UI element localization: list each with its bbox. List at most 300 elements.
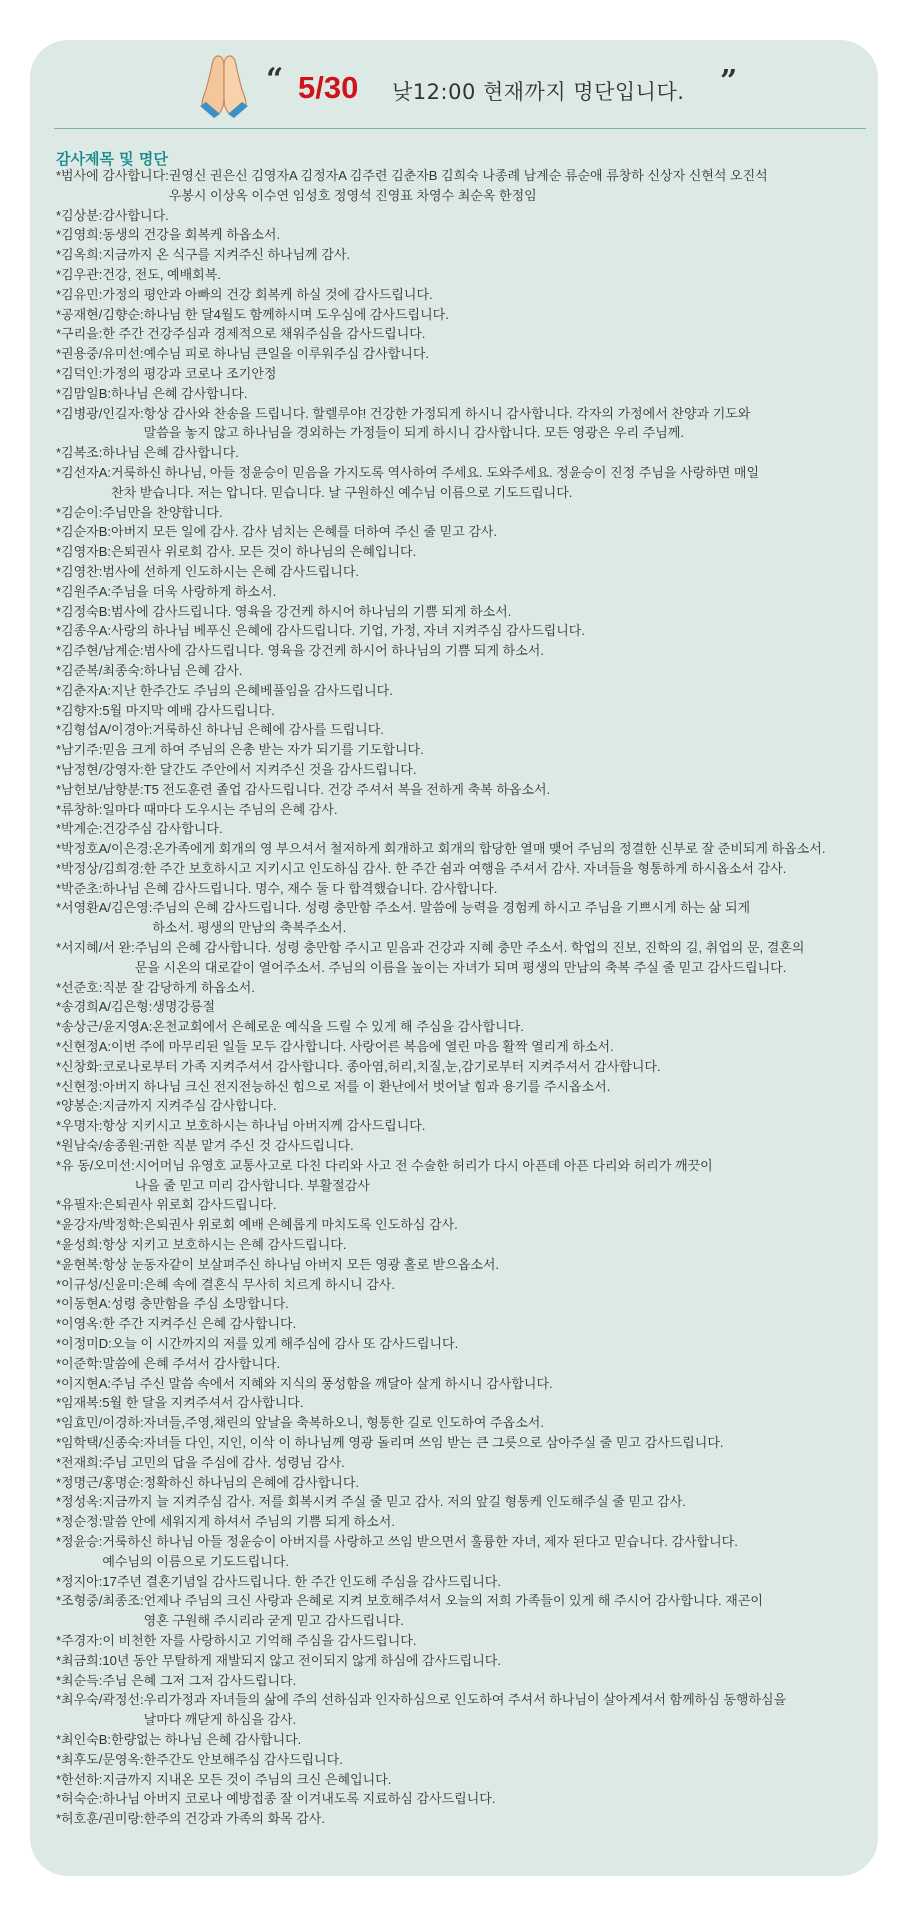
entry-name: *선준호: <box>56 979 103 995</box>
entry-message-line: 생명강릉절 <box>152 999 216 1015</box>
list-item <box>56 1235 874 1255</box>
entry-message <box>152 1017 874 1037</box>
entry-message-line: 은퇴권사 위로회 예배 은혜롭게 마치도록 인도하심 감사. <box>143 1217 458 1233</box>
entry-message <box>102 1235 874 1255</box>
prayer-entry-list <box>56 166 874 1829</box>
list-item <box>56 701 874 721</box>
entry-message <box>102 1077 874 1097</box>
entry-name: *윤성희: <box>56 1237 103 1253</box>
list-item <box>56 443 874 463</box>
entry-message <box>144 1433 874 1453</box>
list-item <box>56 1809 874 1829</box>
entry-message <box>111 384 874 404</box>
entry-message-line: 주님의 은혜 감사드립니다. 성령 충만함 주소서. 말씀에 능력을 경험케 하시고 주님을 기쁘시게 하는 삶 되게 <box>152 900 751 916</box>
entry-message-line: 항상 지키시고 보호하시는 하나님 아버지께 감사드립니다. <box>102 1118 426 1134</box>
entry-message <box>111 1037 874 1057</box>
list-item <box>56 1413 874 1433</box>
entry-message-line: 범사에 선하게 인도하시는 은혜 감사드립니다. <box>102 563 360 579</box>
entry-name: *서지혜/서 완: <box>56 940 135 956</box>
list-item <box>56 819 874 839</box>
entry-message-line: 정확하신 하나님의 은혜에 감사합니다. <box>143 1474 360 1490</box>
entry-message <box>144 661 874 681</box>
entry-name: *최우숙/곽정선: <box>56 1692 144 1708</box>
entry-name: *김형섭A/이경아: <box>56 722 153 738</box>
entry-name: *박준초: <box>56 880 103 896</box>
entry-message <box>152 720 874 740</box>
entry-name: *김정숙B: <box>56 603 112 619</box>
entry-message-line: 주님만을 찬양합니다. <box>102 504 223 520</box>
entry-name: *남정현/강영자: <box>56 761 144 777</box>
entry-name: *조형중/최종조: <box>56 1593 144 1609</box>
entry-name: *범사에 감사합니다: <box>56 168 169 183</box>
list-item <box>56 1334 874 1354</box>
entry-name: *김맘일B: <box>56 385 112 401</box>
list-item <box>56 1750 874 1770</box>
entry-message-line: 자녀들,주영,채린의 앞날을 축복하오니, 형통한 길로 인도하여 주옵소서. <box>143 1415 544 1431</box>
entry-message-line: 거룩하신 하나님, 아들 정윤승이 믿음을 가지도록 역사하여 주세요. 도와주세요. 정윤승이 진정 주님을 사랑하면 매일 <box>111 464 760 480</box>
entry-message <box>102 1116 874 1136</box>
entry-message <box>102 1512 874 1532</box>
entry-message <box>102 1195 874 1215</box>
header-divider <box>54 128 866 129</box>
entry-name: *김병광/인길자: <box>56 405 144 421</box>
list-item <box>56 1294 874 1314</box>
list-item <box>56 285 874 305</box>
list-item <box>56 1433 874 1453</box>
entry-message-line: 감사합니다. <box>102 207 169 223</box>
entry-message-line: 가정의 평안과 아빠의 건강 회복케 하실 것에 감사드립니다. <box>102 286 433 302</box>
entry-name: *전재희: <box>56 1454 103 1470</box>
entry-message <box>144 1473 874 1493</box>
entry-name: *정성옥: <box>56 1494 103 1510</box>
entry-message <box>102 1393 874 1413</box>
entry-message-line: 주님의 은혜 감사합니다. 성령 충만함 주시고 믿음과 건강과 지혜 충만 주소서. 학업의 진보, 진학의 길, 취업의 문, 결혼의 <box>134 940 805 956</box>
entry-name: *양봉순: <box>56 1098 103 1114</box>
entry-message <box>111 621 874 641</box>
entry-message-line: 오늘 이 시간까지의 저를 있게 해주심에 감사 또 감사드립니다. <box>111 1336 459 1352</box>
entry-message-line: 항상 지키고 보호하시는 은혜 감사드립니다. <box>102 1237 347 1253</box>
entry-message <box>144 1690 874 1730</box>
entry-name: *송상근/윤지영A: <box>56 1019 153 1035</box>
entry-message-line: 은혜 속에 결혼식 무사히 치르게 하시니 감사. <box>143 1276 395 1292</box>
entry-message <box>102 740 874 760</box>
list-item <box>56 997 874 1017</box>
list-item <box>56 562 874 582</box>
entry-message <box>111 1294 874 1314</box>
entry-message <box>112 1334 874 1354</box>
entry-message-line: 한 주간 건강주심과 경제적으로 채워주심을 감사드립니다. <box>102 326 426 342</box>
list-item <box>56 780 874 800</box>
list-item <box>56 720 874 740</box>
entry-name: *주경자: <box>56 1632 103 1648</box>
entry-name: *김옥희: <box>56 247 103 263</box>
entry-message <box>102 819 874 839</box>
list-item <box>56 1116 874 1136</box>
entry-name: *이영옥: <box>56 1316 103 1332</box>
entry-name: *최금희: <box>56 1652 103 1668</box>
entry-message <box>111 1374 874 1394</box>
entry-message-line: 한주간도 안보해주심 감사드립니다. <box>143 1751 343 1767</box>
entry-message-line: 거룩하신 하나님 은혜에 감사를 드립니다. <box>152 722 384 738</box>
entry-name: *박정상/김희경: <box>56 860 144 876</box>
entry-message <box>102 1096 874 1116</box>
list-item <box>56 1077 874 1097</box>
entry-message-line: T5 전도훈련 졸업 감사드립니다. 건강 주셔서 복을 전하게 축복 하옵소서. <box>143 781 551 797</box>
entry-name: *이규성/신윤미: <box>56 1276 144 1292</box>
entry-message-line: 5월 마지막 예배 감사드립니다. <box>102 702 275 718</box>
list-item <box>56 681 874 701</box>
list-item <box>56 1255 874 1275</box>
entry-message-line: 건강, 전도, 예배회복. <box>102 266 221 282</box>
list-item <box>56 621 874 641</box>
entry-message-line: 하나님 은혜 감사합니다. <box>111 385 248 401</box>
entry-name: *공재현/김향순: <box>56 306 144 322</box>
entry-message <box>169 166 874 206</box>
entry-message <box>102 1492 874 1512</box>
entry-message <box>102 285 874 305</box>
entry-message-line: 온천교회에서 은혜로운 예식을 드릴 수 있게 해 주심을 감사합니다. <box>152 1019 524 1035</box>
entry-message-line: 날마다 깨닫게 하심을 감사. <box>143 1712 297 1728</box>
entry-name: *신현정: <box>56 1078 103 1094</box>
list-item <box>56 1591 874 1631</box>
entry-message <box>152 997 874 1017</box>
entry-message <box>102 978 874 998</box>
entry-message-line: 아버지 모든 일에 감사. 감사 넘치는 은혜를 더하여 주신 줄 믿고 감사. <box>111 524 498 540</box>
list-item <box>56 1671 874 1691</box>
entry-message <box>102 800 874 820</box>
entry-name: *남헌보/남향분: <box>56 781 144 797</box>
entry-message <box>144 641 874 661</box>
list-item <box>56 1096 874 1116</box>
list-item <box>56 1453 874 1473</box>
entry-message-line: 건강주심 감사합니다. <box>102 821 223 837</box>
praying-hands-icon <box>198 52 250 120</box>
entry-message <box>111 1730 874 1750</box>
entry-name: *김영자B: <box>56 544 112 560</box>
entry-message <box>102 225 874 245</box>
list-item <box>56 1532 874 1572</box>
header <box>30 40 878 128</box>
list-item <box>56 1492 874 1512</box>
entry-name: *신창화: <box>56 1058 103 1074</box>
list-item <box>56 404 874 444</box>
entry-message-line: 거룩하신 하나님 아들 정윤승이 아버지를 사랑하고 쓰임 받으면서 훌륭한 자녀, 제자 된다고 믿습니다. 감사합니다. <box>102 1533 738 1549</box>
entry-message-line: 지금까지 온 식구를 지켜주신 하나님께 감사. <box>102 247 351 263</box>
header-date: 5/30 <box>298 70 359 105</box>
entry-message-line: 주님을 더욱 사랑하게 하소서. <box>111 583 277 599</box>
entry-name: *최인숙B: <box>56 1731 112 1747</box>
entry-message <box>102 324 874 344</box>
list-item <box>56 1730 874 1750</box>
entry-message-line: 이 비천한 자를 사랑하시고 기억해 주심을 감사드립니다. <box>102 1632 417 1648</box>
entry-message-line: 10년 동안 무탈하게 재발되지 않고 전이되지 않게 하심에 감사드립니다. <box>102 1652 501 1668</box>
entry-message <box>144 760 874 780</box>
entry-name: *김향자: <box>56 702 103 718</box>
list-item <box>56 1770 874 1790</box>
entry-message <box>144 404 874 444</box>
list-item <box>56 463 874 503</box>
close-quote: ” <box>720 64 738 99</box>
entry-name: *박계순: <box>56 821 103 837</box>
entry-name: *김상분: <box>56 207 103 223</box>
entry-message-line: 은퇴권사 위로회 감사드립니다. <box>102 1197 277 1213</box>
entry-name: *정명근/홍명순: <box>56 1474 144 1490</box>
list-item <box>56 166 874 206</box>
list-item <box>56 245 874 265</box>
entry-message-line: 한량없는 하나님 은혜 감사합니다. <box>111 1731 302 1747</box>
entry-name: *김원주A: <box>56 583 112 599</box>
list-item <box>56 1354 874 1374</box>
entry-message <box>111 582 874 602</box>
entry-message-line: 하소서. 평생의 만남의 축복주소서. <box>152 920 347 936</box>
entry-message-line: 일마다 때마다 도우시는 주님의 은혜 감사. <box>102 801 338 817</box>
entry-name: *허숙순: <box>56 1791 103 1807</box>
list-item <box>56 503 874 523</box>
entry-message-line: 온가족에게 회개의 영 부으셔서 철저하게 회개하고 회개의 합당한 열매 맺어 주님의 정결한 신부로 잘 준비되게 하옵소서. <box>152 841 826 857</box>
entry-message <box>102 245 874 265</box>
entry-message-line: 한 달간도 주안에서 지켜주신 것을 감사드립니다. <box>143 761 417 777</box>
entry-message-line: 범사에 감사드립니다. 영육을 강건케 하시어 하나님의 기쁨 되게 하소서. <box>143 643 544 659</box>
list-item <box>56 265 874 285</box>
entry-name: *임효민/이경하: <box>56 1415 144 1431</box>
list-item <box>56 582 874 602</box>
list-item <box>56 1374 874 1394</box>
entry-message <box>102 1789 874 1809</box>
entry-name: *김춘자A: <box>56 682 112 698</box>
entry-name: *이지현A: <box>56 1375 112 1391</box>
entry-message-line: 성령 충만함을 주심 소망합니다. <box>111 1296 289 1312</box>
entry-name: *최후도/문영옥: <box>56 1751 144 1767</box>
entry-name: *정지아: <box>56 1573 103 1589</box>
entry-message <box>144 1750 874 1770</box>
entry-name: *김우관: <box>56 266 103 282</box>
entry-name: *김종우A: <box>56 623 112 639</box>
entry-name: *윤강자/박정학: <box>56 1217 144 1233</box>
entry-message-line: 자녀들 다인, 지인, 이삭 이 하나님께 영광 돌리며 쓰임 받는 큰 그릇으로 삼아주실 줄 믿고 감사드립니다. <box>143 1435 724 1450</box>
entry-message-line: 문을 시온의 대로같이 열어주소서. 주님의 이름을 높이는 자녀가 되며 평생의 만남의 축복 주실 줄 믿고 감사드립니다. <box>134 959 787 975</box>
entry-name: *정순정: <box>56 1514 103 1530</box>
list-item <box>56 384 874 404</box>
entry-message-line: 시어머님 유영호 교통사고로 다친 다리와 사고 전 수술한 허리가 다시 아픈데 아픈 다리와 허리가 깨끗이 <box>134 1157 713 1173</box>
list-item <box>56 1057 874 1077</box>
entry-name: *한선하: <box>56 1771 103 1787</box>
entry-name: *송경희A/김은형: <box>56 999 153 1015</box>
entry-message <box>111 681 874 701</box>
entry-message-line: 범사에 감사드립니다. 영육을 강건케 하시어 하나님의 기쁨 되게 하소서. <box>111 603 512 619</box>
entry-message <box>102 206 874 226</box>
entry-name: *유 동/오미선: <box>56 1157 135 1173</box>
entry-name: *이준학: <box>56 1355 103 1371</box>
entry-name: *권용중/유미선: <box>56 346 144 362</box>
list-item <box>56 305 874 325</box>
entry-name: *구리을: <box>56 326 103 342</box>
list-item <box>56 1473 874 1493</box>
entry-message <box>102 701 874 721</box>
entry-message <box>102 1453 874 1473</box>
list-item <box>56 859 874 879</box>
entry-message <box>135 1156 874 1196</box>
list-item <box>56 206 874 226</box>
entry-message-line: 우봉시 이상옥 이수연 임성호 정영석 진영표 차영수 최순옥 한정임 <box>168 187 537 203</box>
entry-message <box>102 1255 874 1275</box>
entry-name: *허호훈/권미랑: <box>56 1811 144 1827</box>
entry-message-line: 코로나로부터 가족 지켜주셔서 감사합니다. 종아염,허리,치질,눈,감기로부터 지켜주셔서 감사합니다. <box>102 1058 661 1074</box>
list-item <box>56 1393 874 1413</box>
entry-message <box>102 1532 874 1572</box>
entry-message <box>135 938 874 978</box>
entry-name: *임재복: <box>56 1395 103 1411</box>
entry-message <box>102 1354 874 1374</box>
entry-message-line: 한 주간 지켜주신 은혜 감사합니다. <box>102 1316 297 1332</box>
entry-name: *남기주: <box>56 742 103 758</box>
entry-message-line: 사랑의 하나님 베푸신 은혜에 감사드립니다. 기업, 가정, 자녀 지켜주심 감사드립니다. <box>111 623 585 639</box>
entry-message-line: 이번 주에 마무리된 일들 모두 감사합니다. 사랑어른 복음에 열린 마음 활짝 열리게 하소서. <box>111 1039 614 1055</box>
entry-message <box>144 1809 874 1829</box>
entry-message-line: 항상 감사와 찬송을 드립니다. 할렐루야! 건강한 가정되게 하시니 감사합니다. 각자의 가정에서 찬양과 기도와 <box>143 405 751 421</box>
entry-message-line: 귀한 직분 맡겨 주신 것 감사드립니다. <box>143 1138 354 1154</box>
entry-message-line: 동생의 건강을 회복케 하옵소서. <box>102 227 281 243</box>
list-item <box>56 1651 874 1671</box>
list-item <box>56 1195 874 1215</box>
entry-message-line: 예수님의 이름으로 기도드립니다. <box>102 1553 290 1569</box>
entry-message <box>102 562 874 582</box>
list-item <box>56 1690 874 1730</box>
entry-name: *김영찬: <box>56 563 103 579</box>
entry-message <box>102 1770 874 1790</box>
entry-name: *김순자B: <box>56 524 112 540</box>
entry-message-line: 말씀을 놓지 않고 하나님을 경외하는 가정들이 되게 하시니 감사합니다. 모든 영광은 우리 주님께. <box>143 425 684 441</box>
entry-name: *최순득: <box>56 1672 103 1688</box>
entry-message <box>144 859 874 879</box>
entry-message <box>144 1275 874 1295</box>
entry-name: *김덕인: <box>56 365 103 381</box>
list-item <box>56 641 874 661</box>
entry-message-line: 지금까지 지내온 모든 것이 주님의 크신 은혜입니다. <box>102 1771 392 1787</box>
list-item <box>56 1314 874 1334</box>
section-title: 감사제목 및 명단 <box>56 150 168 168</box>
entry-message-line: 말씀 안에 세워지게 하셔서 주님의 기쁨 되게 하소서. <box>102 1514 395 1530</box>
list-item <box>56 324 874 344</box>
entry-message <box>111 602 874 622</box>
list-item <box>56 364 874 384</box>
entry-message-line: 한주의 건강과 가족의 화목 감사. <box>143 1811 325 1827</box>
list-item <box>56 1156 874 1196</box>
entry-message-line: 주님 은혜 그저 그저 감사드립니다. <box>102 1672 297 1688</box>
entry-message <box>144 1215 874 1235</box>
entry-message <box>102 1671 874 1691</box>
entry-message-line: 은퇴권사 위로회 감사. 모든 것이 하나님의 은혜입니다. <box>111 544 417 560</box>
list-item <box>56 661 874 681</box>
entry-name: *정윤승: <box>56 1533 103 1549</box>
entry-message-line: 권영신 권은신 김영자A 김정자A 김주련 김춘자B 김희숙 나종례 남계순 류순애 류창하 신상자 신현석 오진석 <box>168 168 768 183</box>
entry-message-line: 언제나 주님의 크신 사랑과 은혜로 지켜 보호해주셔서 오늘의 저희 가족들이 있게 해 주시어 감사합니다. 재곤이 <box>143 1593 763 1609</box>
list-item <box>56 1275 874 1295</box>
entry-message-line: 예수님 피로 하나님 큰일을 이루워주심 감사합니다. <box>143 346 430 362</box>
entry-message-line: 하나님 은혜 감사. <box>143 662 243 678</box>
list-item <box>56 522 874 542</box>
entry-message <box>102 265 874 285</box>
entry-name: *김주현/남계순: <box>56 643 144 659</box>
entry-message-line: 하나님 한 달4월도 함께하시며 도우심에 감사드립니다. <box>143 306 449 322</box>
list-item <box>56 1017 874 1037</box>
entry-name: *김선자A: <box>56 464 112 480</box>
entry-name: *우명자: <box>56 1118 103 1134</box>
entry-message-line: 주님 고민의 답을 주심에 감사. 성령님 감사. <box>102 1454 345 1470</box>
entry-name: *김복조: <box>56 445 103 461</box>
entry-message <box>111 522 874 542</box>
entry-message <box>102 1572 874 1592</box>
list-item <box>56 938 874 978</box>
entry-name: *김준복/최종숙: <box>56 662 144 678</box>
entry-message-line: 말씀에 은혜 주셔서 감사합니다. <box>102 1355 281 1371</box>
entry-message <box>111 463 874 503</box>
entry-message <box>102 879 874 899</box>
entry-message-line: 하나님 아버지 코로나 예방접종 잘 이겨내도록 지료하심 감사드립니다. <box>102 1791 496 1807</box>
entry-message <box>144 344 874 364</box>
entry-name: *김영희: <box>56 227 103 243</box>
entry-message-line: 가정의 평강과 코로나 조기안정 <box>102 365 277 381</box>
entry-message-line: 직분 잘 감당하게 하옵소서. <box>102 979 255 995</box>
entry-message-line: 5월 한 달을 지켜주셔서 감사합니다. <box>102 1395 304 1411</box>
entry-name: *원남숙/송종원: <box>56 1138 144 1154</box>
list-item <box>56 898 874 938</box>
list-item <box>56 740 874 760</box>
header-text: 낮12:00 현재까지 명단입니다. <box>392 80 685 104</box>
entry-message <box>102 503 874 523</box>
entry-message-line: 한 주간 보호하시고 지키시고 인도하심 감사. 한 주간 쉼과 여행을 주셔서 감사. 자녀들을 형통하게 하시옵소서 감사. <box>143 860 787 876</box>
entry-name: *김유민: <box>56 286 103 302</box>
entry-message-line: 나을 줄 믿고 미리 감사합니다. 부활절감사 <box>134 1177 370 1193</box>
list-item <box>56 602 874 622</box>
list-item <box>56 1572 874 1592</box>
entry-message <box>144 1591 874 1631</box>
entry-message-line: 지금까지 늘 지켜주심 감사. 저를 회복시켜 주실 줄 믿고 감사. 저의 앞길 형통케 인도해주실 줄 믿고 감사. <box>102 1494 686 1510</box>
entry-message <box>102 1631 874 1651</box>
entry-message <box>152 898 874 938</box>
entry-message-line: 영혼 구원해 주시리라 굳게 믿고 감사드립니다. <box>143 1613 404 1629</box>
entry-message <box>144 305 874 325</box>
entry-message-line: 우리가정과 자녀들의 삶에 주의 선하심과 인자하심으로 인도하여 주셔서 하나님이 살아계셔서 함께하심 동행하심을 <box>143 1692 787 1708</box>
entry-message-line: 하나님 은혜 감사드립니다. 명수, 재수 둘 다 합격했습니다. 감사합니다. <box>102 880 498 896</box>
entry-message-line: 하나님 은혜 감사합니다. <box>102 445 239 461</box>
entry-message <box>102 364 874 384</box>
entry-message-line: 17주년 결혼기념일 감사드립니다. 한 주간 인도해 주심을 감사드립니다. <box>102 1573 501 1589</box>
entry-message <box>111 542 874 562</box>
entry-message <box>144 780 874 800</box>
entry-message-line: 찬차 받습니다. 저는 압니다. 믿습니다. 날 구원하신 예수님 이름으로 기도드립니다. <box>111 484 573 500</box>
entry-message-line: 믿음 크게 하여 주님의 은총 받는 자가 되기를 기도합니다. <box>102 742 424 758</box>
entry-message-line: 지난 한주간도 주님의 은혜베풀임을 감사드립니다. <box>111 682 393 698</box>
list-item <box>56 344 874 364</box>
entry-message-line: 주님 주신 말씀 속에서 지혜와 지식의 풍성함을 깨달아 살게 하시니 감사합니다. <box>111 1375 553 1391</box>
entry-message <box>102 1314 874 1334</box>
entry-message <box>102 1651 874 1671</box>
entry-name: *서영환A/김은영: <box>56 900 153 916</box>
entry-message <box>102 1057 874 1077</box>
list-item <box>56 1789 874 1809</box>
list-item <box>56 800 874 820</box>
list-item <box>56 839 874 859</box>
list-item <box>56 1136 874 1156</box>
entry-name: *류창하: <box>56 801 103 817</box>
entry-message-line: 지금까지 지켜주심 감사합니다. <box>102 1098 277 1114</box>
list-item <box>56 1215 874 1235</box>
entry-name: *유필자: <box>56 1197 103 1213</box>
list-item <box>56 1631 874 1651</box>
entry-message-line: 항상 눈동자같이 보살펴주신 하나님 아버지 모든 영광 홀로 받으옵소서. <box>102 1256 500 1272</box>
entry-message <box>102 443 874 463</box>
entry-name: *박정호A/이은경: <box>56 841 153 857</box>
